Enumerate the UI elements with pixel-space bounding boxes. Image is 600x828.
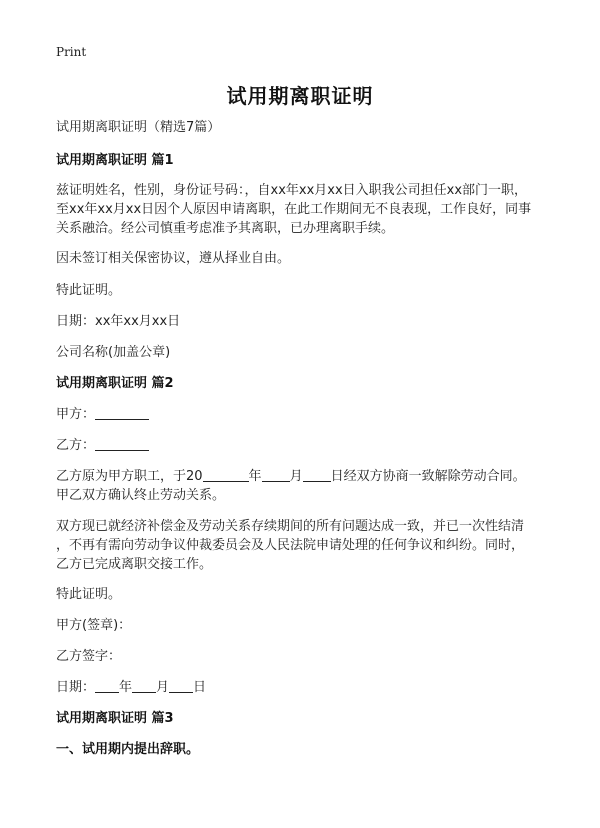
page-title: 试用期离职证明 — [226, 84, 374, 108]
year-blank — [203, 467, 249, 482]
section-2-date — [56, 677, 206, 699]
month-blank — [262, 467, 290, 482]
section-2-paragraph-line: 甲乙双方确认终止劳动关系。 — [56, 488, 226, 503]
termination-text-start: 乙方原为甲方职工，于20 — [56, 469, 203, 484]
party-b-field — [56, 435, 149, 457]
date-label: 日期： — [56, 680, 96, 695]
date-month-blank — [132, 678, 156, 693]
document-subtitle: 试用期离职证明（精选7篇） — [56, 120, 221, 135]
section-1-paragraph-line: 兹证明姓名，性别，身份证号码：，自xx年xx月xx日入职我公司担任xx部门一职， — [56, 183, 528, 198]
section-1-paragraph-line: 关系融洽。经公司慎重考虑准予其离职，已办理离职手续。 — [56, 221, 395, 236]
party-a-label: 甲方： — [56, 407, 96, 422]
section-2-paragraph-line: ，不再有需向劳动争议仲裁委员会及人民法院申请处理的任何争议和纠纷。同时， — [56, 538, 525, 553]
party-b-signature: 乙方签字： — [56, 649, 122, 664]
month-label: 月 — [289, 469, 303, 484]
date-month-label: 月 — [156, 680, 170, 695]
termination-text-end: 日经双方协商一致解除劳动合同。 — [330, 469, 526, 484]
year-label: 年 — [248, 469, 262, 484]
party-b-label: 乙方： — [56, 438, 96, 453]
date-day-blank — [169, 678, 193, 693]
section-1-heading: 试用期离职证明 篇1 — [56, 153, 174, 168]
party-a-field — [56, 404, 149, 426]
party-a-blank — [95, 405, 149, 420]
section-1-company-name: 公司名称(加盖公章) — [56, 345, 171, 360]
section-2-heading: 试用期离职证明 篇2 — [56, 376, 174, 391]
section-3-heading: 试用期离职证明 篇3 — [56, 711, 174, 726]
section-1-date: 日期：xx年xx月xx日 — [56, 314, 181, 329]
section-2-paragraph-line: 乙方已完成离职交接工作。 — [56, 557, 213, 572]
party-a-signature: 甲方(签章)： — [56, 618, 132, 633]
section-2-paragraph-line: 双方现已就经济补偿金及劳动关系存续期间的所有问题达成一致，并已一次性结清 — [56, 519, 525, 534]
section-1-certify-text: 特此证明。 — [56, 283, 122, 298]
date-day-label: 日 — [193, 680, 207, 695]
party-b-blank — [95, 436, 149, 451]
print-label: Print — [56, 45, 87, 59]
date-year-blank — [95, 678, 119, 693]
section-1-confidentiality-text: 因未签订相关保密协议，遵从择业自由。 — [56, 251, 291, 266]
section-1-paragraph-line: 至xx年xx月xx日因个人原因申请离职，在此工作期间无不良表现，工作良好，同事 — [56, 202, 532, 217]
date-year-label: 年 — [119, 680, 133, 695]
section-2-certify-text: 特此证明。 — [56, 587, 122, 602]
section-3-item-1: 一、试用期内提出辞职。 — [56, 742, 200, 757]
day-blank — [303, 467, 331, 482]
